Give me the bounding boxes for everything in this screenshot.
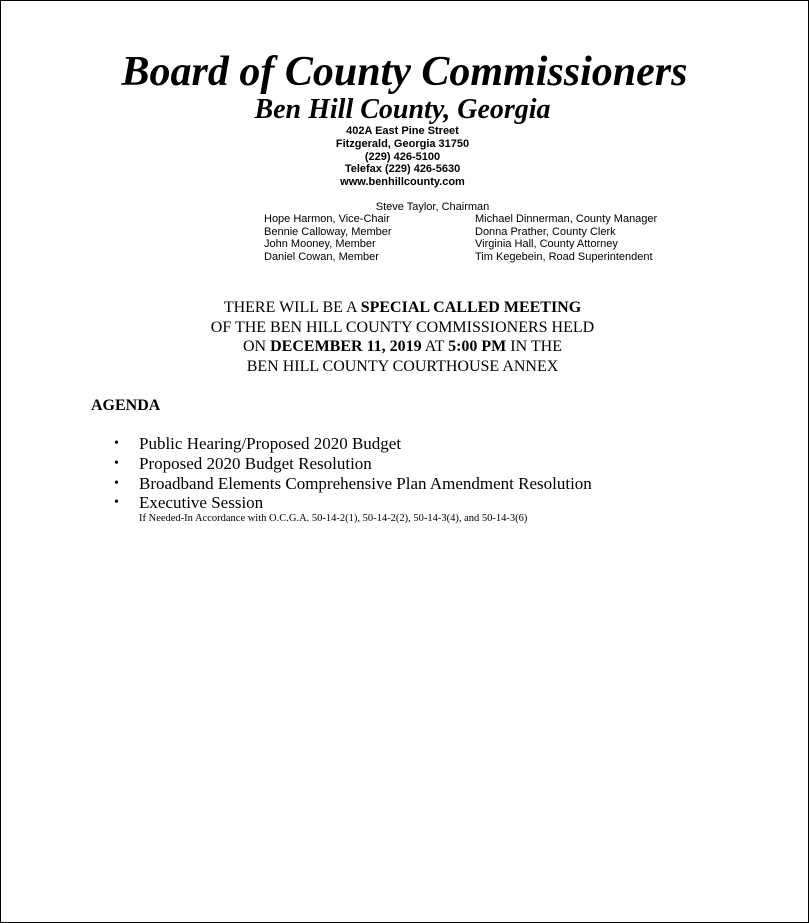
official-left-3: John Mooney, Member (264, 238, 376, 250)
fax-number: Telefax (229) 426-5630 (344, 163, 461, 175)
agenda-item (114, 474, 592, 494)
official-right-2: Donna Prather, County Clerk (475, 225, 616, 238)
notice-line-1-prefix: THERE WILL BE A (223, 299, 361, 316)
agenda-item-text: Proposed 2020 Budget Resolution (139, 453, 372, 473)
agenda-item-text: Public Hearing/Proposed 2020 Budget (139, 434, 402, 453)
agenda-item (114, 434, 592, 454)
address-street: 402A East Pine Street (346, 125, 459, 137)
bullet-icon: • (114, 455, 119, 471)
phone-number: (229) 426-5100 (364, 151, 441, 163)
agenda-item-text: Executive Session (139, 493, 264, 513)
meeting-date: DECEMBER 11, 2019 (270, 338, 422, 355)
chairman-line: Steve Taylor, Chairman (375, 201, 490, 213)
notice-line-1 (1, 298, 804, 318)
notice-line-2: OF THE BEN HILL COUNTY COMMISSIONERS HELD (210, 319, 595, 336)
official-right-4: Tim Kegebein, Road Superintendent (475, 250, 653, 263)
bullet-icon: • (114, 436, 119, 451)
notice-line-3-prefix: ON (243, 338, 271, 355)
official-right-1: Michael Dinnerman, County Manager (475, 213, 658, 225)
official-left-2: Bennie Calloway, Member (264, 225, 392, 238)
notice-line-3-suffix: IN THE (506, 338, 562, 355)
meeting-time: 5:00 PM (448, 338, 507, 355)
official-left-4: Daniel Cowan, Member (264, 250, 379, 263)
agenda-item-text: Broadband Elements Comprehensive Plan Amendment Resolution (139, 473, 592, 493)
agenda-item (114, 493, 592, 513)
executive-session-note: If Needed-In Accordance with O.C.G.A. 50-14-2(1), 50-14-2(2), 50-14-3(4), and 50-14-3(6) (139, 513, 528, 525)
agenda-item (114, 454, 592, 474)
board-title: Board of County Commissioners (121, 49, 688, 95)
address-city: Fitzgerald, Georgia 31750 (335, 138, 470, 150)
county-subtitle: Ben Hill County, Georgia (254, 94, 551, 125)
website-link[interactable]: www.benhillcounty.com (340, 176, 465, 188)
agenda-heading: AGENDA (91, 397, 161, 414)
bullet-icon: • (114, 475, 119, 491)
notice-line-4: BEN HILL COUNTY COURTHOUSE ANNEX (246, 358, 559, 375)
notice-line-3 (1, 337, 804, 357)
notice-line-3-mid: AT (421, 338, 449, 355)
agenda-list (114, 434, 592, 525)
bullet-icon: • (114, 495, 119, 511)
official-right-3: Virginia Hall, County Attorney (475, 238, 618, 250)
notice-meeting-type: SPECIAL CALLED MEETING (360, 299, 582, 316)
official-left-1: Hope Harmon, Vice-Chair (264, 213, 390, 225)
